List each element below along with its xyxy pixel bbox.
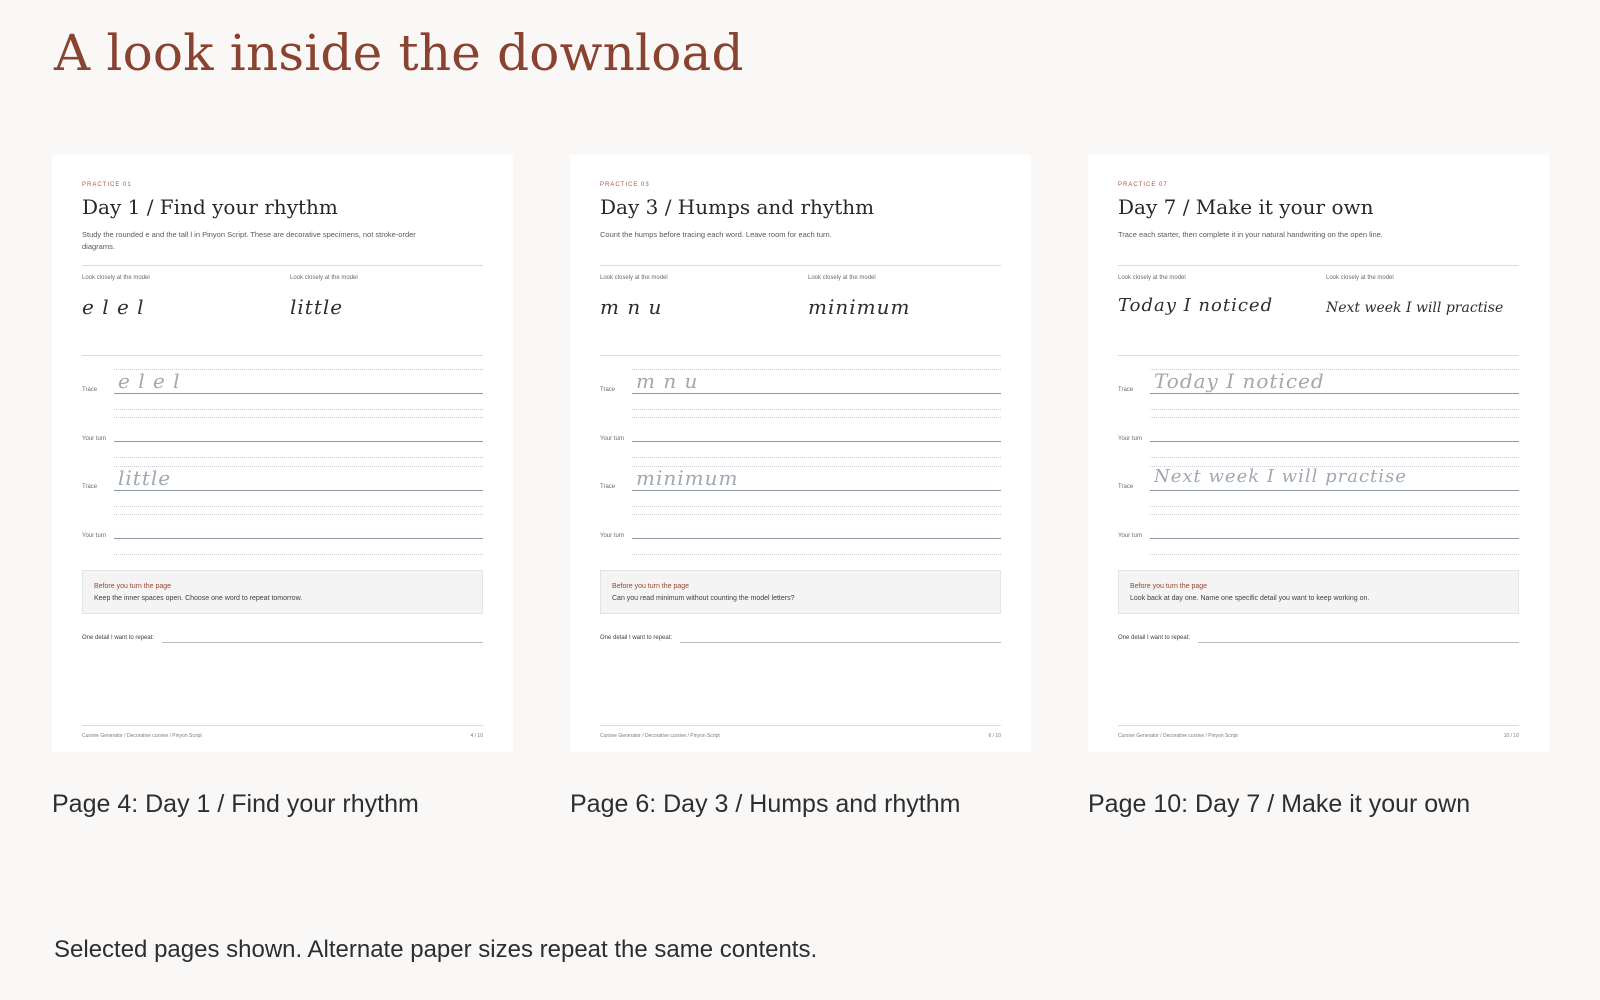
model-specimen: e l e l [82, 295, 145, 319]
note-title: Before you turn the page [94, 583, 172, 590]
sheet-title: Day 7 / Make it your own [1118, 195, 1374, 219]
detail-line[interactable] [1198, 642, 1519, 643]
page-caption: Page 6: Day 3 / Humps and rhythm [570, 790, 961, 818]
page-title: A look inside the download [54, 24, 744, 82]
note-box [1118, 570, 1519, 614]
sheet-title: Day 1 / Find your rhythm [82, 195, 338, 219]
trace-guide [1150, 466, 1519, 506]
practice-guide[interactable] [1150, 417, 1519, 457]
divider [82, 355, 483, 356]
detail-label: One detail I want to repeat: [82, 635, 155, 641]
model-label: Look closely at the model [1118, 275, 1186, 281]
note-text: Look back at day one. Name one specific detail you want to keep working on. [1130, 595, 1370, 602]
your-turn-label: Your turn [82, 436, 107, 442]
practice-guide[interactable] [632, 417, 1001, 457]
trace-label: Trace [1118, 484, 1134, 490]
sheet-page-number: 6 / 10 [988, 733, 1001, 739]
divider [1118, 265, 1519, 266]
page-caption: Page 4: Day 1 / Find your rhythm [52, 790, 419, 818]
sheet-page-number: 4 / 10 [470, 733, 483, 739]
trace-specimen: Next week I will practise [1154, 466, 1407, 487]
page-preview-10[interactable] [1088, 155, 1549, 752]
divider [82, 725, 483, 726]
page-preview-6[interactable] [570, 155, 1031, 752]
note-title: Before you turn the page [1130, 583, 1208, 590]
your-turn-label: Your turn [1118, 436, 1143, 442]
sheet-page-number: 10 / 10 [1503, 733, 1519, 739]
sheet-footer: Cursive Generator / Decorative cursive / Pinyon Script [1118, 733, 1238, 739]
trace-label: Trace [1118, 387, 1134, 393]
your-turn-label: Your turn [600, 533, 625, 539]
trace-guide [114, 466, 483, 506]
divider [600, 355, 1001, 356]
note-text: Keep the inner spaces open. Choose one word to repeat tomorrow. [94, 595, 303, 602]
model-specimen: Today I noticed [1118, 295, 1274, 316]
practice-guide[interactable] [632, 514, 1001, 554]
page-caption: Page 10: Day 7 / Make it your own [1088, 790, 1471, 818]
divider [1118, 355, 1519, 356]
sheet-description: Trace each starter, then complete it in your natural handwriting on the open line. [1118, 230, 1383, 239]
sheet-description: Study the rounded e and the tall l in Pinyon Script. These are decorative specimens, not stroke-order diagrams. [82, 230, 416, 251]
model-label: Look closely at the model [808, 275, 876, 281]
detail-label: One detail I want to repeat: [1118, 635, 1191, 641]
selection-note: Selected pages shown. Alternate paper sizes repeat the same contents. [54, 936, 818, 963]
note-title: Before you turn the page [612, 583, 690, 590]
model-specimen: m n u [600, 295, 663, 319]
practice-guide[interactable] [114, 417, 483, 457]
practice-guide[interactable] [1150, 514, 1519, 554]
sheet-description: Count the humps before tracing each word. Leave room for each turn. [600, 230, 832, 239]
detail-line[interactable] [680, 642, 1001, 643]
trace-guide [632, 369, 1001, 409]
divider [1118, 725, 1519, 726]
practice-label: PRACTICE 01 [82, 182, 132, 188]
trace-specimen: Today I noticed [1154, 369, 1325, 393]
practice-label: PRACTICE 07 [1118, 182, 1168, 188]
your-turn-label: Your turn [82, 533, 107, 539]
note-text: Can you read minimum without counting the model letters? [612, 595, 795, 602]
model-specimen: Next week I will practise [1326, 300, 1504, 316]
divider [82, 265, 483, 266]
note-box [600, 570, 1001, 614]
trace-specimen: e l e l [118, 369, 181, 393]
model-label: Look closely at the model [1326, 275, 1394, 281]
model-specimen: little [290, 295, 344, 319]
model-specimen: minimum [808, 295, 911, 319]
trace-specimen: minimum [636, 466, 739, 490]
your-turn-label: Your turn [1118, 533, 1143, 539]
sheet-footer: Cursive Generator / Decorative cursive / Pinyon Script [600, 733, 720, 739]
divider [600, 265, 1001, 266]
trace-specimen: little [118, 466, 172, 490]
trace-label: Trace [82, 387, 98, 393]
practice-guide[interactable] [114, 514, 483, 554]
trace-guide [114, 369, 483, 409]
trace-guide [1150, 369, 1519, 409]
trace-label: Trace [600, 484, 616, 490]
trace-label: Trace [82, 484, 98, 490]
trace-guide [632, 466, 1001, 506]
note-box [82, 570, 483, 614]
sheet-title: Day 3 / Humps and rhythm [600, 195, 875, 219]
page-preview-4[interactable] [52, 155, 513, 752]
trace-specimen: m n u [636, 369, 699, 393]
model-label: Look closely at the model [82, 275, 150, 281]
detail-label: One detail I want to repeat: [600, 635, 673, 641]
detail-line[interactable] [162, 642, 483, 643]
practice-label: PRACTICE 03 [600, 182, 650, 188]
model-label: Look closely at the model [600, 275, 668, 281]
model-label: Look closely at the model [290, 275, 358, 281]
your-turn-label: Your turn [600, 436, 625, 442]
trace-label: Trace [600, 387, 616, 393]
divider [600, 725, 1001, 726]
sheet-footer: Cursive Generator / Decorative cursive / Pinyon Script [82, 733, 202, 739]
